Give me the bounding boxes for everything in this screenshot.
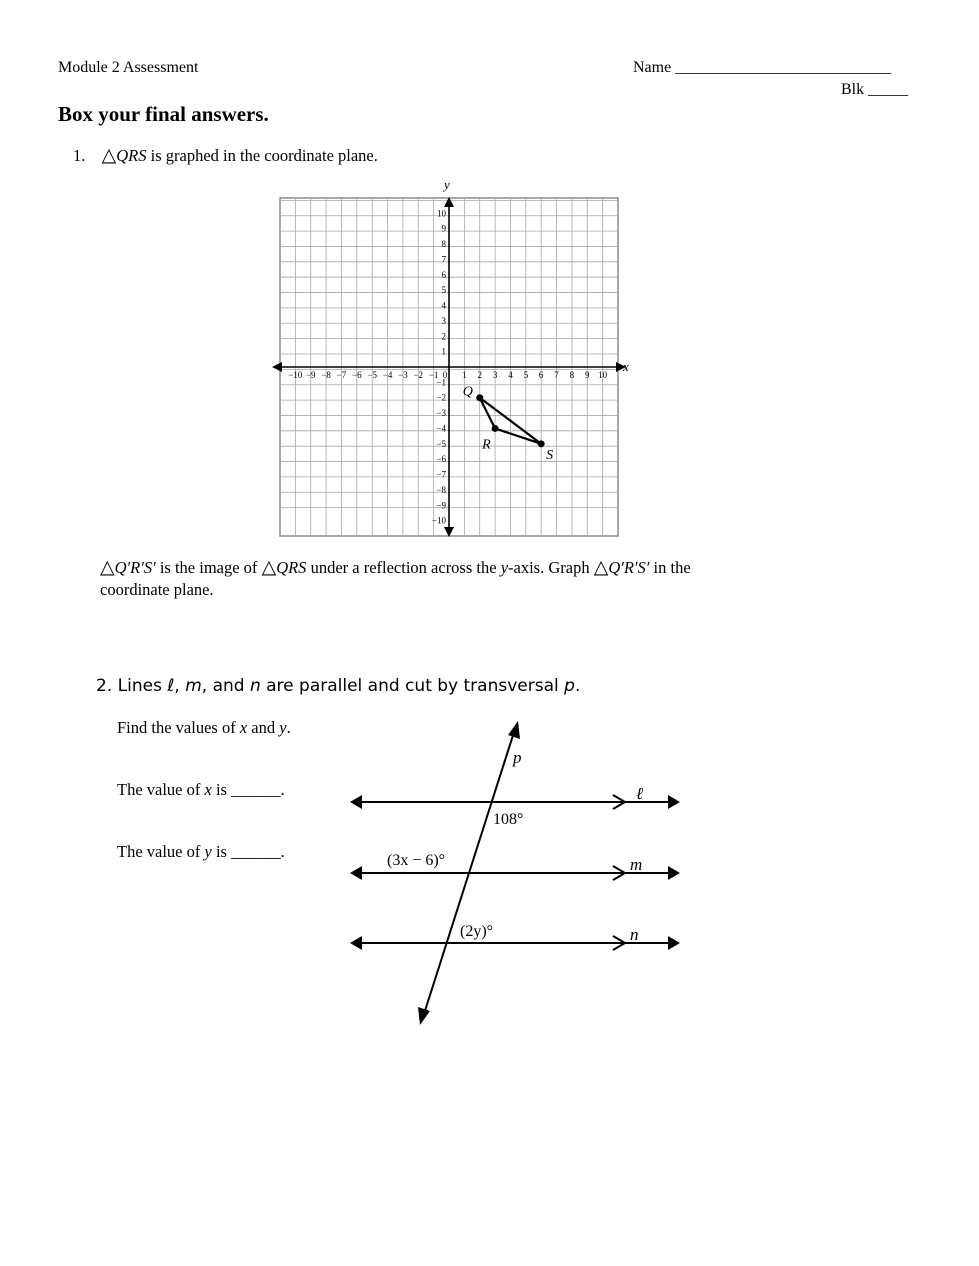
x-tick-label: 1 xyxy=(462,370,467,380)
y-tick-label: −6 xyxy=(436,454,446,465)
label-n: n xyxy=(630,925,639,944)
y-tick-label: −1 xyxy=(436,377,446,388)
line-m-var: m xyxy=(185,676,202,696)
image-triangle-name: Q′R′S′ xyxy=(114,558,156,577)
x-tick-label: −7 xyxy=(336,370,347,380)
vertex-label-r: R xyxy=(482,437,491,453)
x-axis-arrow-left xyxy=(272,362,282,372)
var-y: y xyxy=(279,718,287,737)
y-tick-label: −8 xyxy=(436,484,446,495)
y-tick-label: −5 xyxy=(436,438,446,449)
y-tick-label: 4 xyxy=(441,300,446,311)
angle-108: 108° xyxy=(493,811,524,828)
triangle-symbol-4: △ xyxy=(593,557,609,578)
triangle-symbol-2: △ xyxy=(100,557,115,578)
y-tick-label: −9 xyxy=(436,500,446,511)
x-tick-label: −6 xyxy=(352,370,362,380)
q1-reflection-line1 xyxy=(100,556,691,579)
line-l-arrow-left xyxy=(350,795,362,809)
triangle-name: QRS xyxy=(116,146,147,165)
q2-prompt: 2. Lines ℓ, m, and n are parallel and cut by transversal p. xyxy=(96,676,581,696)
text-fragment: Lines xyxy=(117,676,162,696)
y-tick-label: 1 xyxy=(441,346,446,357)
triangle-symbol-3: △ xyxy=(261,557,277,578)
x-tick-label: 0 xyxy=(442,370,448,380)
x-tick-label: 10 xyxy=(598,370,608,380)
q2-number: 2. xyxy=(96,676,113,696)
line-n-arrow-right xyxy=(668,936,680,950)
text-fragment: are parallel and cut by transversal xyxy=(266,676,559,696)
module-title: Module 2 Assessment xyxy=(58,59,199,76)
label-p: p xyxy=(513,748,522,767)
line-m-arrow-right xyxy=(668,866,680,880)
y-answer-line[interactable] xyxy=(117,842,285,862)
line-l-arrow-right xyxy=(668,795,680,809)
var-x: x xyxy=(204,780,212,799)
instructions-heading: Box your final answers. xyxy=(58,102,269,126)
vertex-r xyxy=(492,425,499,432)
text-fragment: The value of xyxy=(117,842,205,861)
x-axis-label: x xyxy=(623,359,629,374)
x-tick-label: 8 xyxy=(569,370,575,380)
vertex-label-q: Q xyxy=(462,384,473,400)
text-fragment: . xyxy=(286,718,291,737)
text-fragment: Find the values of xyxy=(117,718,240,737)
x-tick-label: 3 xyxy=(492,370,498,380)
x-answer-line[interactable] xyxy=(117,780,285,800)
x-tick-label: 4 xyxy=(508,370,513,380)
y-tick-label: 3 xyxy=(441,315,446,326)
q1-reflection-line2: coordinate plane. xyxy=(100,580,214,599)
x-tick-label: −5 xyxy=(367,370,377,380)
axis-var: y xyxy=(500,558,509,577)
x-answer-blank: is ______. xyxy=(211,780,285,799)
line-n-var: n xyxy=(249,676,261,696)
label-l: ℓ xyxy=(636,784,644,803)
blk-label: Blk xyxy=(841,81,865,98)
original-triangle-name: QRS xyxy=(276,558,307,577)
x-tick-label: 2 xyxy=(477,370,482,380)
transversal-arrow-top xyxy=(508,721,520,739)
q1-prompt-rest: is graphed in the coordinate plane. xyxy=(146,146,378,165)
text-fragment: -axis. Graph xyxy=(508,558,594,577)
name-field[interactable] xyxy=(633,59,891,77)
x-tick-label: −4 xyxy=(382,370,393,380)
x-tick-label: −10 xyxy=(288,370,303,380)
var-y: y xyxy=(204,842,212,861)
q2-find-values xyxy=(117,718,291,738)
x-tick-label: −3 xyxy=(398,370,408,380)
triangle-symbol: △ xyxy=(101,145,117,166)
vertex-label-s: S xyxy=(546,447,554,463)
x-tick-label: 5 xyxy=(523,370,529,380)
y-tick-label: −7 xyxy=(436,469,446,480)
x-tick-label: 7 xyxy=(554,370,559,380)
y-tick-label: 5 xyxy=(441,285,446,296)
y-tick-label: 6 xyxy=(441,269,446,280)
x-tick-label: −9 xyxy=(305,370,316,380)
label-m: m xyxy=(630,855,643,874)
text-fragment: and xyxy=(212,676,245,696)
name-label: Name xyxy=(633,59,672,76)
parallel-lines-diagram xyxy=(350,715,685,1030)
y-tick-label: −3 xyxy=(436,408,446,419)
angle-3x-minus-6: (3x − 6)° xyxy=(387,852,446,869)
q1-number: 1. xyxy=(73,146,86,165)
y-tick-label: 2 xyxy=(441,331,446,342)
y-tick-label: 9 xyxy=(441,223,446,234)
text-fragment: The value of xyxy=(117,780,205,799)
line-p-var: p xyxy=(564,676,575,696)
text-fragment: is the image of xyxy=(155,558,262,577)
y-axis-label: y xyxy=(444,177,450,192)
y-tick-label: 7 xyxy=(441,254,446,265)
y-answer-blank: is ______. xyxy=(211,842,285,861)
x-tick-label: −1 xyxy=(428,370,439,380)
x-tick-label: −2 xyxy=(413,370,424,380)
text-fragment: under a reflection across the xyxy=(306,558,501,577)
line-n-arrow-left xyxy=(350,936,362,950)
y-tick-label: −4 xyxy=(436,423,446,434)
angle-2y: (2y)° xyxy=(460,923,494,940)
text-fragment: and xyxy=(247,718,280,737)
y-tick-label: −10 xyxy=(431,515,446,526)
coordinate-plane[interactable] xyxy=(270,175,640,545)
x-tick-label: −8 xyxy=(321,370,331,380)
y-tick-label: −2 xyxy=(436,392,446,403)
x-tick-label: 6 xyxy=(538,370,544,380)
text-fragment: in the xyxy=(649,558,691,577)
vertex-s xyxy=(538,440,545,447)
transversal-arrow-bottom xyxy=(418,1007,430,1025)
y-tick-label: 8 xyxy=(441,239,446,250)
block-field[interactable] xyxy=(841,81,908,99)
var-x: x xyxy=(239,718,248,737)
line-m-arrow-left xyxy=(350,866,362,880)
y-tick-label: 10 xyxy=(437,208,446,219)
x-tick-label: 9 xyxy=(585,370,590,380)
vertex-q xyxy=(476,394,483,401)
name-blank: ___________________________ xyxy=(675,59,892,76)
image-triangle-name-2: Q′R′S′ xyxy=(608,558,650,577)
q1-prompt xyxy=(73,144,378,167)
blk-blank: _____ xyxy=(868,81,909,98)
line-l-var: ℓ xyxy=(167,676,175,696)
